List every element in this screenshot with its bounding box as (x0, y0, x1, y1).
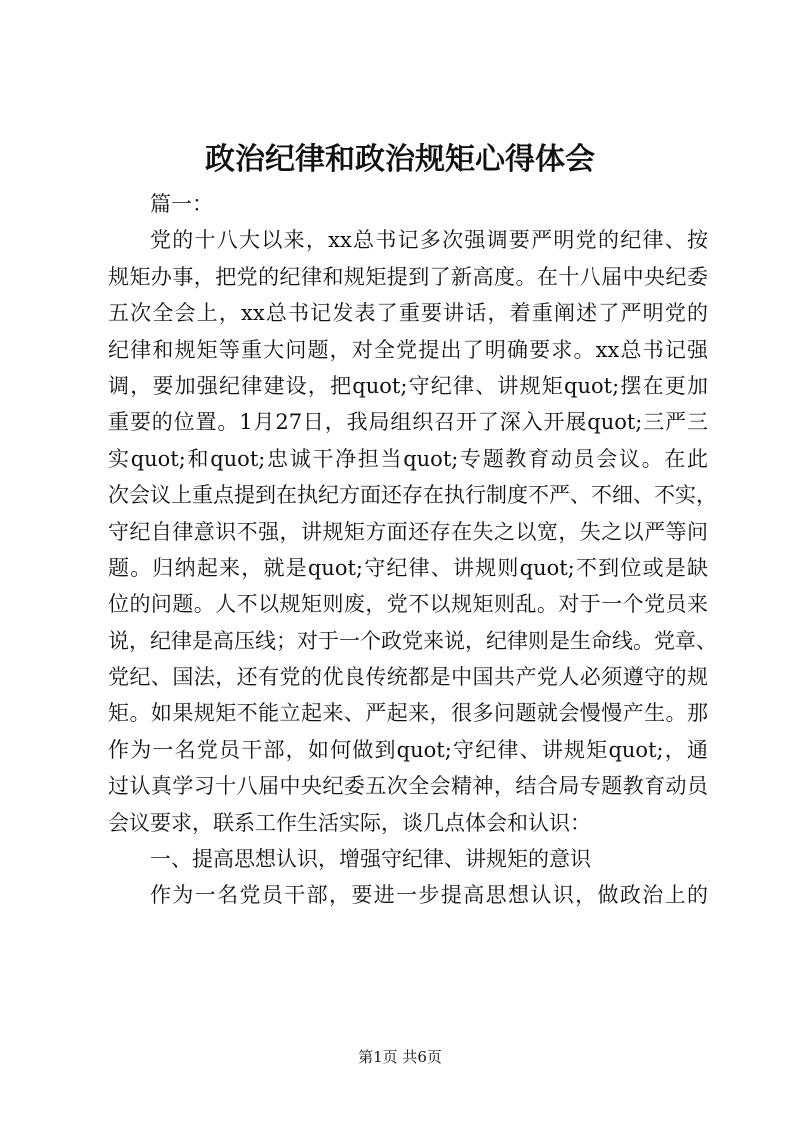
page-number: 第1页 共6页 (358, 1048, 442, 1066)
paragraph-line: 会议要求，联系工作生活实际，谈几点体会和认识： (108, 810, 591, 835)
paragraph-line: 矩。如果规矩不能立起来、严起来，很多问题就会慢慢产生。那 (108, 701, 708, 726)
paragraph-line: 纪律和规矩等重大问题，对全党提出了明确要求。xx总书记强 (108, 337, 708, 362)
paragraph-line: 作为一名党员干部，要进一步提高思想认识，做政治上的 (150, 883, 708, 908)
paragraph-line: 位的问题。人不以规矩则废，党不以规矩则乱。对于一个党员来 (108, 592, 708, 617)
paragraph-line: 重要的位置。1月27日，我局组织召开了深入开展quot;三严三 (108, 410, 708, 435)
paragraph-line: 守纪自律意识不强，讲规矩方面还存在失之以宽，失之以严等问 (108, 519, 708, 544)
section-heading: 一、提高思想认识，增强守纪律、讲规矩的意识 (150, 847, 591, 872)
paragraph-line: 党纪、国法，还有党的优良传统都是中国共产党人必须遵守的规 (108, 665, 708, 690)
paragraph-line: 过认真学习十八届中央纪委五次全会精神，结合局专题教育动员 (108, 774, 708, 799)
document-body (108, 186, 717, 914)
section-heading: 篇一： (150, 192, 213, 216)
paragraph-line: 五次全会上，xx总书记发表了重要讲话，着重阐述了严明党的 (108, 301, 708, 326)
paragraph-line: 次会议上重点提到在执纪方面还存在执行制度不严、不细、不实， (108, 483, 717, 508)
paragraph-line: 调，要加强纪律建设，把quot;守纪律、讲规矩quot;摆在更加 (108, 373, 708, 398)
document-title: 政治纪律和政治规矩心得体会 (205, 142, 595, 177)
paragraph-line: 党的十八大以来，xx总书记多次强调要严明党的纪律、按 (150, 228, 708, 253)
paragraph-line: 作为一名党员干部，如何做到quot;守纪律、讲规矩quot;，通 (108, 737, 708, 762)
paragraph-line: 实quot;和quot;忠诚干净担当quot;专题教育动员会议。在此 (108, 446, 708, 471)
paragraph-line: 说，纪律是高压线；对于一个政党来说，纪律则是生命线。党章、 (108, 628, 717, 653)
paragraph-line: 题。归纳起来，就是quot;守纪律、讲规则quot;不到位或是缺 (108, 555, 708, 580)
paragraph-line: 规矩办事，把党的纪律和规矩提到了新高度。在十八届中央纪委 (108, 264, 708, 289)
